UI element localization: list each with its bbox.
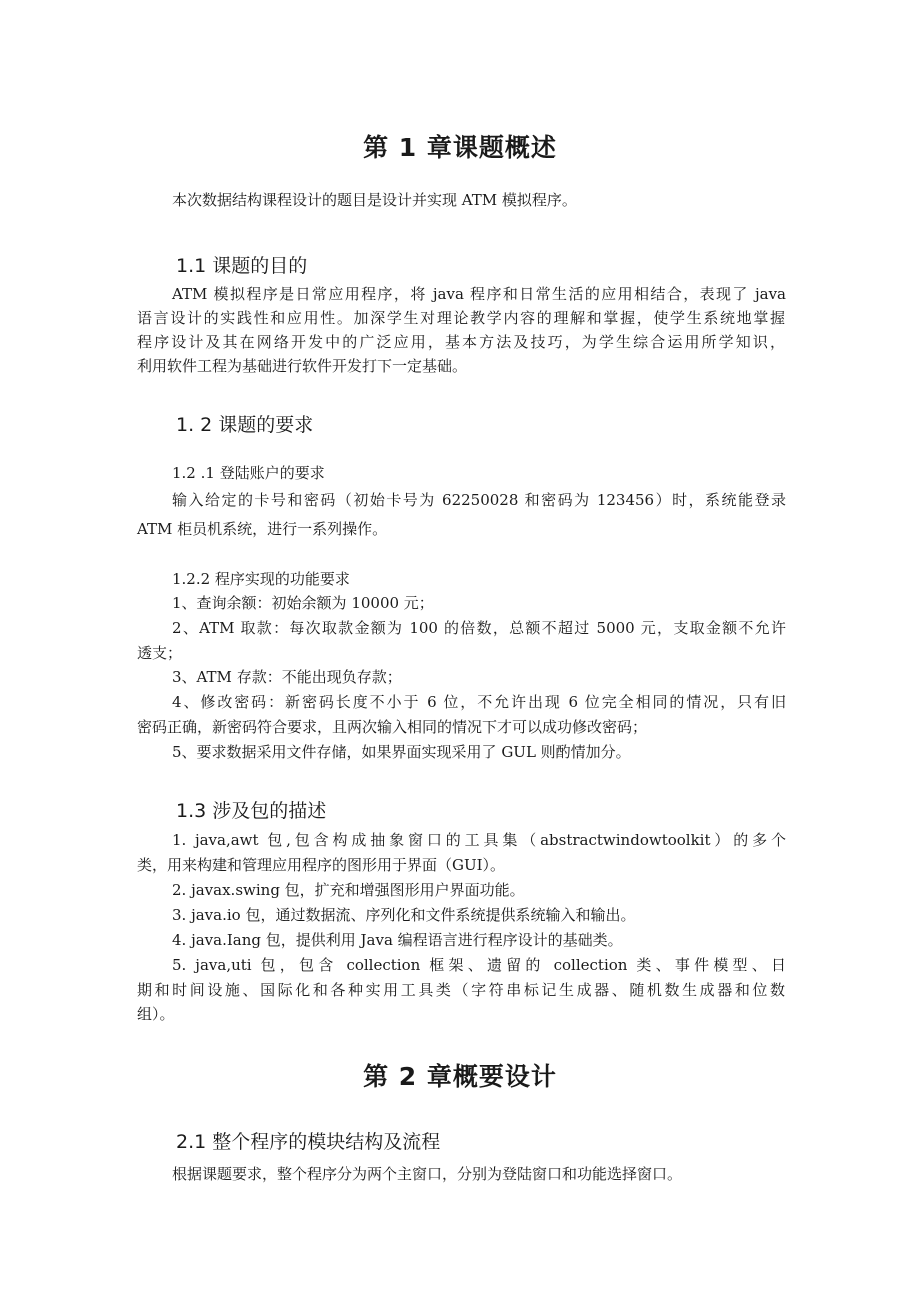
package-line: 1. java,awt 包,包含构成抽象窗口的工具集（abstractwindowtoolkit）的多个 [172,831,786,849]
package-line: 3. java.io 包，通过数据流、序列化和文件系统提供系统输入和输出。 [172,906,636,924]
subsection-1-2-1-heading: 1.2 .1 登陆账户的要求 [172,464,325,482]
requirement-item: 3、ATM 存款：不能出现负存款； [172,668,402,686]
package-line: 4. java.Iang 包，提供利用 Java 编程语言进行程序设计的基础类。 [172,931,623,949]
requirement-item: 2、ATM 取款：每次取款金额为 100 的倍数，总额不超过 5000 元，支取金额不允许 [172,619,786,637]
package-line: 组）。 [137,1005,175,1023]
requirement-item: 密码正确，新密码符合要求，且两次输入相同的情况下才可以成功修改密码； [137,718,648,736]
requirement-item: 1、查询余额：初始余额为 10000 元； [172,594,434,612]
chapter-1-intro: 本次数据结构课程设计的题目是设计并实现 ATM 模拟程序。 [172,191,577,209]
package-line: 2. javax.swing 包，扩充和增强图形用户界面功能。 [172,881,525,899]
section-2-1-title: 2.1 整个程序的模块结构及流程 [176,1131,441,1153]
section-1-1-title: 1.1 课题的目的 [176,255,308,277]
section-2-1-line: 根据课题要求，整个程序分为两个主窗口，分别为登陆窗口和功能选择窗口。 [172,1165,683,1183]
section-1-1-line: 语言设计的实践性和应用性。加深学生对理论教学内容的理解和掌握，使学生系统地掌握 [137,309,785,327]
subsection-1-2-1-line: 输入给定的卡号和密码（初始卡号为 62250028 和密码为 123456）时，系统能登录 [172,491,786,509]
subsection-1-2-2-heading: 1.2.2 程序实现的功能要求 [172,570,350,588]
requirement-item: 4、修改密码：新密码长度不小于 6 位，不允许出现 6 位完全相同的情况，只有旧 [172,693,786,711]
requirement-item: 5、要求数据采用文件存储，如果界面实现采用了 GUL 则酌情加分。 [172,743,631,761]
section-1-1-line: 程序设计及其在网络开发中的广泛应用，基本方法及技巧，为学生综合运用所学知识， [137,333,785,351]
section-1-2-title: 1. 2 课题的要求 [176,414,314,436]
subsection-1-2-1-line: ATM 柜员机系统，进行一系列操作。 [137,520,388,538]
package-line: 5. java,uti 包，包含 collection 框架、遗留的 collection 类、事件模型、日 [172,956,786,974]
requirement-item: 透支； [137,644,183,662]
chapter-2-title: 第 2 章概要设计 [363,1062,557,1091]
package-line: 期和时间设施、国际化和各种实用工具类（字符串标记生成器、随机数生成器和位数 [137,981,785,999]
section-1-1-line: ATM 模拟程序是日常应用程序，将 java 程序和日常生活的应用相结合，表现了 java [172,285,786,303]
package-line: 类，用来构建和管理应用程序的图形用于界面（GUI）。 [137,856,506,874]
section-1-1-line: 利用软件工程为基础进行软件开发打下一定基础。 [137,357,468,375]
chapter-1-title: 第 1 章课题概述 [363,133,557,162]
section-1-3-title: 1.3 涉及包的描述 [176,800,327,822]
